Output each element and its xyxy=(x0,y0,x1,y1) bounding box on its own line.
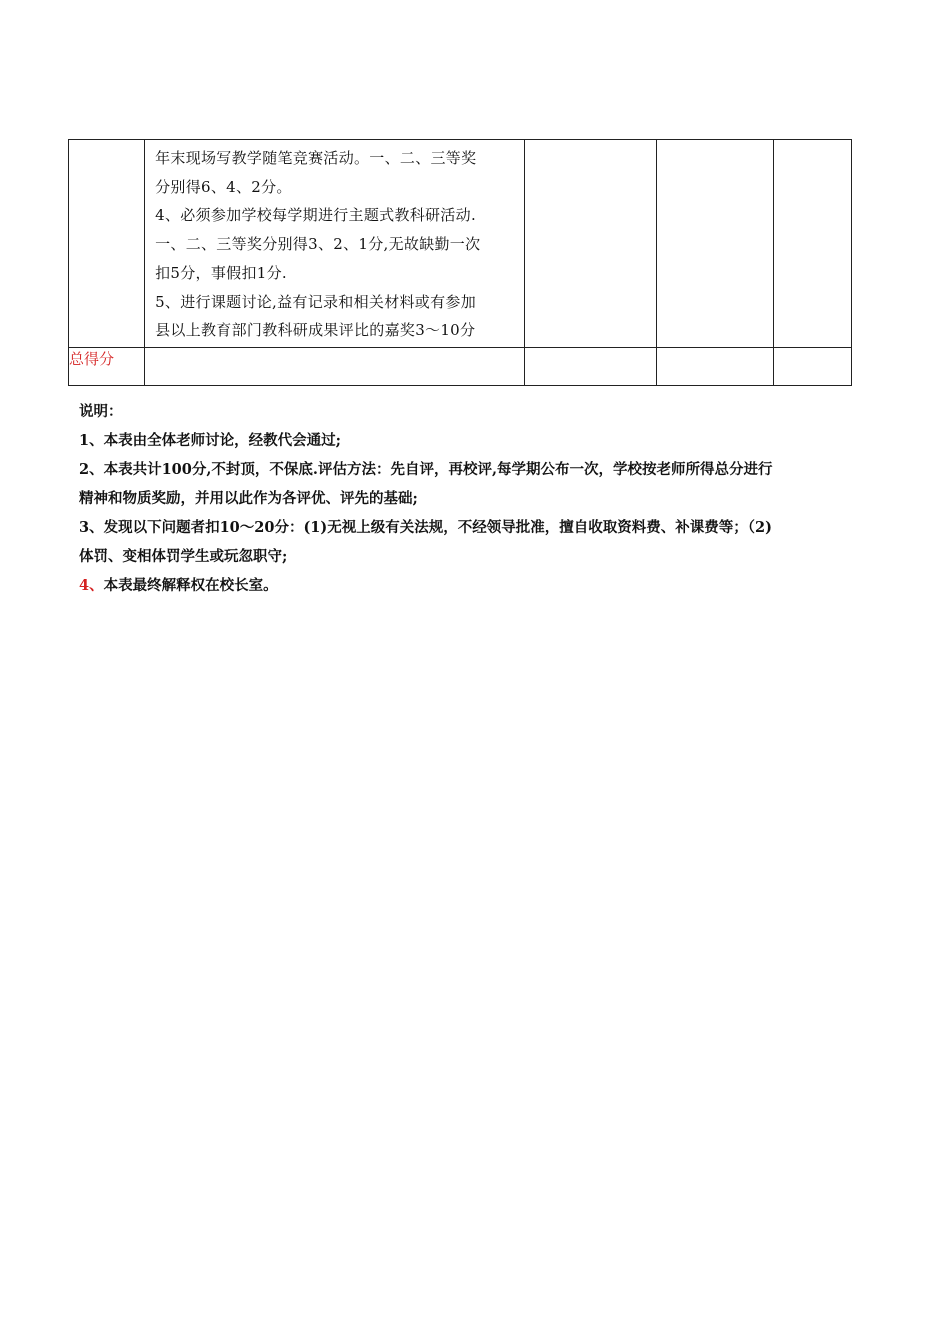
total-remark-cell xyxy=(773,347,851,385)
criteria-line: 年末现场写教学随笔竞赛活动。一、二、三等奖 xyxy=(155,149,477,167)
total-row xyxy=(69,347,852,385)
note-item-2-line-1: 2、本表共计100分,不封顶，不保底.评估方法：先自评，再校评,每学期公布一次，学校按老师所得总分进行 xyxy=(79,461,773,478)
total-school-score-cell xyxy=(656,347,773,385)
criteria-line: 县以上教育部门教科研成果评比的嘉奖3～10分 xyxy=(155,321,476,340)
criteria-line: 扣5分，事假扣1分. xyxy=(155,263,287,282)
note-item-3-line-2: 体罚、变相体罚学生或玩忽职守; xyxy=(79,548,288,565)
total-self-score-cell xyxy=(524,347,656,385)
notes-heading: 说明： xyxy=(79,403,123,420)
total-score-label: 总得分 xyxy=(69,347,145,385)
criteria-line: 4、必须参加学校每学期进行主题式教科研活动. xyxy=(155,206,477,225)
table-row xyxy=(69,140,852,348)
score-table xyxy=(68,139,852,386)
criteria-cell xyxy=(145,140,524,348)
note-item-4-text: 本表最终解释权在校长室。 xyxy=(103,577,278,594)
note-item-4-number: 4、 xyxy=(79,577,104,594)
total-criteria-cell xyxy=(145,347,524,385)
notes-section xyxy=(79,397,879,600)
category-cell xyxy=(69,140,145,348)
note-item-2-line-2: 精神和物质奖励，并用以此作为各评优、评先的基础; xyxy=(79,490,418,507)
self-score-cell xyxy=(524,140,656,348)
remark-cell xyxy=(773,140,851,348)
criteria-line: 分别得6、4、2分。 xyxy=(155,177,292,196)
note-item-1: 1、本表由全体老师讨论，经教代会通过; xyxy=(79,432,341,449)
score-table-container xyxy=(68,139,852,386)
criteria-line: 一、二、三等奖分别得3、2、1分,无故缺勤一次 xyxy=(155,235,481,254)
school-score-cell xyxy=(656,140,773,348)
note-item-4 xyxy=(79,571,879,600)
note-item-3-line-1: 3、发现以下问题者扣10～20分：(1)无视上级有关法规，不经领导批准，擅自收取资料费、补课费等；（2) xyxy=(79,519,772,536)
criteria-line: 5、进行课题讨论,益有记录和相关材料或有参加 xyxy=(155,292,477,311)
